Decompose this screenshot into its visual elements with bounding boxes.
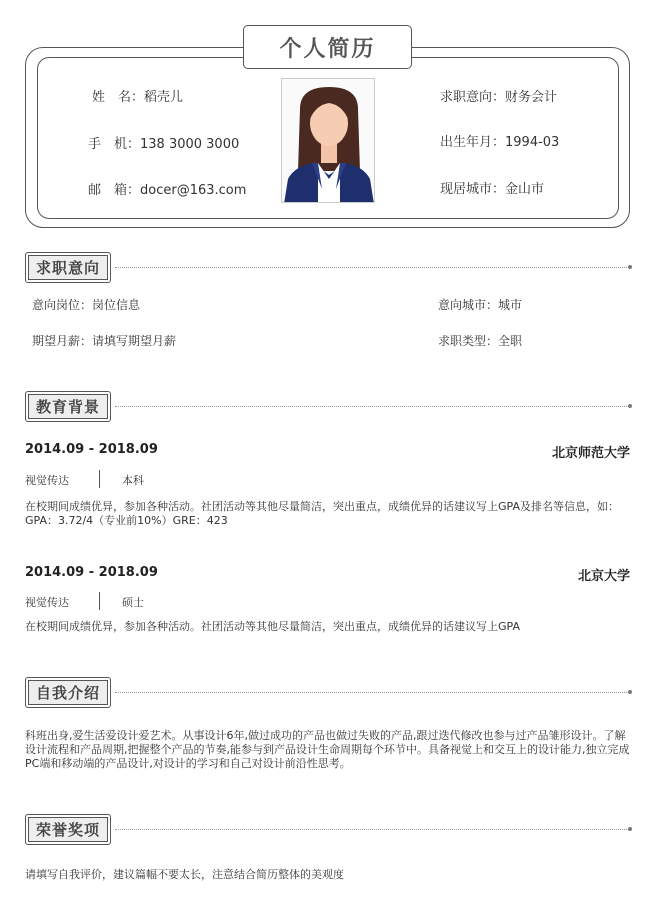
intent-city: 意向城市：城市 (438, 298, 523, 312)
divider-dot (628, 827, 632, 831)
section-divider (115, 829, 629, 830)
divider-dot (628, 404, 632, 408)
edu-description: 在校期间成绩优异，参加各种活动。社团活动等其他尽量简洁，突出重点，成绩优异的话建议写上GPA (25, 620, 520, 633)
section-header-honors (25, 814, 111, 845)
edu-degree: 本科 (122, 474, 144, 487)
edu-school: 北京大学 (577, 569, 630, 584)
section-divider (115, 406, 629, 407)
section-title-intent: 求职意向 (28, 255, 108, 280)
profile-photo (281, 78, 375, 203)
edu-period: 2014.09 - 2018.09 (25, 565, 158, 580)
intent-salary: 期望月薪：请填写期望月薪 (32, 334, 177, 348)
section-title-self-intro: 自我介绍 (28, 680, 108, 705)
avatar-illustration (282, 79, 375, 203)
section-title-education: 教育背景 (28, 394, 108, 419)
section-divider (115, 267, 629, 268)
section-title-honors: 荣誉奖项 (28, 817, 108, 842)
edu-school: 北京师范大学 (551, 446, 630, 461)
edu-description: 在校期间成绩优异，参加各种活动。社团活动等其他尽量简洁，突出重点，成绩优异的话建议写上GPA及排名等信息，如：GPA：3.72/4（专业前10%）GRE：423 (25, 500, 619, 527)
job-intent-field: 求职意向：财务会计 (440, 90, 558, 105)
intent-position: 意向岗位：岗位信息 (32, 298, 141, 312)
page-title: 个人简历 (243, 25, 412, 69)
intent-job-type: 求职类型：全职 (438, 334, 523, 348)
separator (99, 470, 100, 488)
email-field: 邮 箱：docer@163.com (88, 183, 247, 198)
divider-dot (628, 690, 632, 694)
section-header-self-intro (25, 677, 111, 708)
birth-field: 出生年月：1994-03 (440, 135, 560, 150)
phone-field: 手 机：138 3000 3000 (88, 137, 240, 152)
separator (99, 592, 100, 610)
honors-text: 请填写自我评价，建议篇幅不要太长，注意结合简历整体的美观度 (25, 868, 344, 881)
edu-major: 视觉传达 (25, 474, 69, 487)
edu-period: 2014.09 - 2018.09 (25, 442, 158, 457)
section-header-intent (25, 252, 111, 283)
city-field: 现居城市：金山市 (440, 182, 545, 197)
self-intro-text: 科班出身,爱生活爱设计爱艺术。从事设计6年,做过成功的产品也做过失败的产品,跟过迭代修改也参与过产品雏形设计。了解设计流程和产品周期,把握整个产品的节奏,能参与到产品设计生命周期每个环节中。具备视觉上和交互上的设计能力,独立完成PC端和移动端的产品设计,对设计的学习和自己对设计前沿性思考。 (25, 729, 630, 770)
section-header-education (25, 391, 111, 422)
edu-major: 视觉传达 (25, 596, 69, 609)
name-field: 姓 名：稻壳儿 (92, 90, 184, 105)
divider-dot (628, 265, 632, 269)
edu-degree: 硕士 (122, 596, 144, 609)
section-divider (115, 692, 629, 693)
